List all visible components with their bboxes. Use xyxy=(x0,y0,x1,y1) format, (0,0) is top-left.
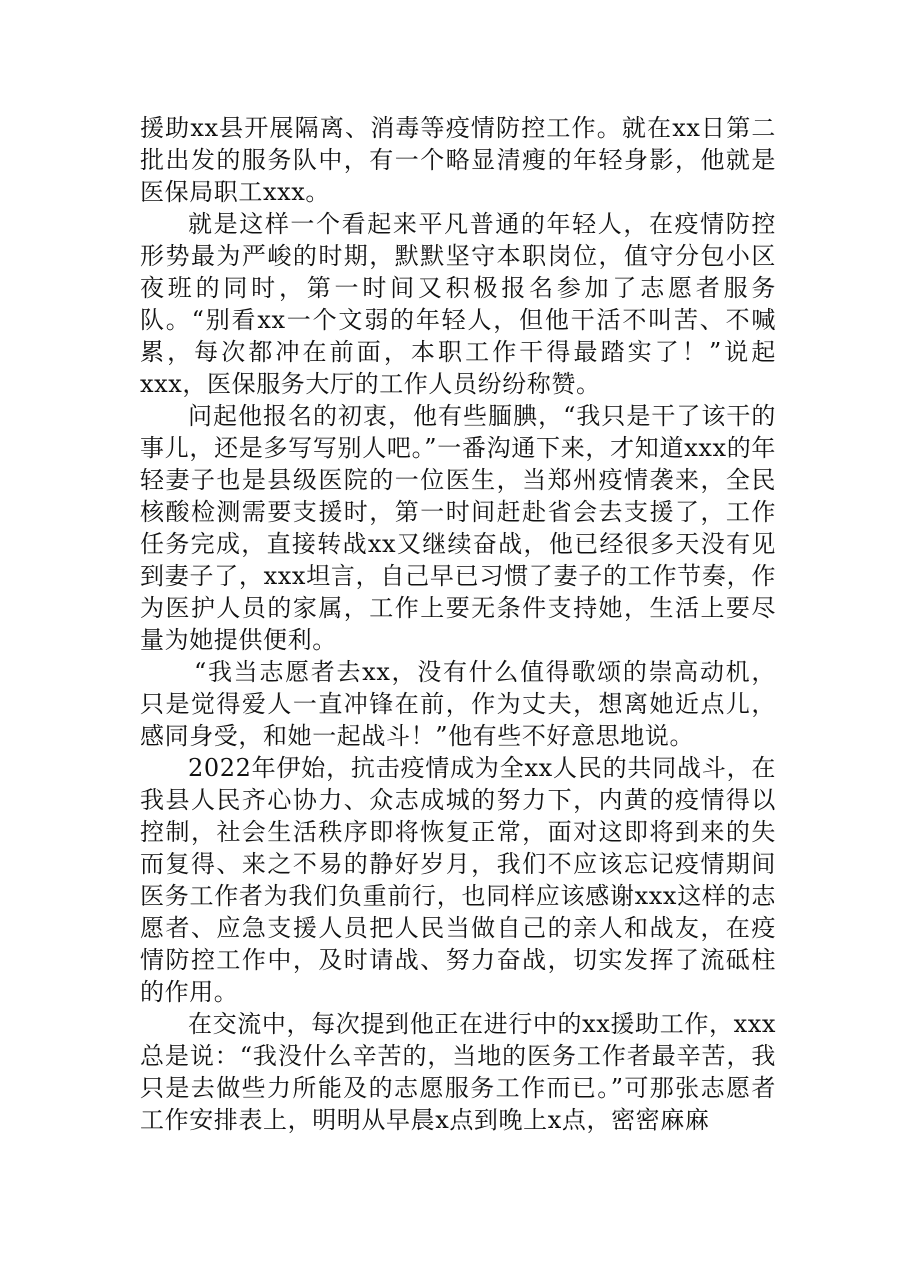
paragraph-1: 援助xx县开展隔离、消毒等疫情防控工作。就在xx日第二批出发的服务队中，有一个略显清瘦的年轻身影，他就是医保局职工xxx。 xyxy=(140,114,776,206)
paragraph-5: 2022年伊始，抗击疫情成为全xx人民的共同战斗，在我县人民齐心协力、众志成城的努力下，内黄的疫情得以控制，社会生活秩序即将恢复正常，面对这即将到来的失而复得、来之不易的静好岁月，我们不应该忘记疫情期间医务工作者为我们负重前行，也同样应该感谢xxx这样的志愿者、应急支援人员把人民当做自己的亲人和战友，在疫情防控工作中，及时请战、努力奋战，切实发挥了流砥柱的作用。 xyxy=(140,754,776,1006)
paragraph-3: 问起他报名的初衷，他有些腼腆，“我只是干了该干的事儿，还是多写写别人吧。”一番沟通下来，才知道xxx的年轻妻子也是县级医院的一位医生，当郑州疫情袭来，全民核酸检测需要支援时，第一时间赶赴省会去支援了，工作任务完成，直接转战xx又继续奋战，他已经很多天没有见到妻子了，xxx坦言，自己早已习惯了妻子的工作节奏，作为医护人员的家属，工作上要无条件支持她，生活上要尽量为她提供便利。 xyxy=(140,402,776,654)
paragraph-4: “我当志愿者去xx，没有什么值得歌颂的崇高动机，只是觉得爱人一直冲锋在前，作为丈夫，想离她近点儿，感同身受，和她一起战斗！”他有些不好意思地说。 xyxy=(140,658,776,750)
paragraph-2: 就是这样一个看起来平凡普通的年轻人，在疫情防控形势最为严峻的时期，默默坚守本职岗位，值守分包小区夜班的同时，第一时间又积极报名参加了志愿者服务队。“别看xx一个文弱的年轻人，但他干活不叫苦、不喊累，每次都冲在前面，本职工作干得最踏实了！”说起xxx，医保服务大厅的工作人员纷纷称赞。 xyxy=(140,210,776,398)
document-body xyxy=(140,112,776,1136)
paragraph-6: 在交流中，每次提到他正在进行中的xx援助工作，xxx总是说：“我没什么辛苦的，当地的医务工作者最辛苦，我只是去做些力所能及的志愿服务工作而已。”可那张志愿者工作安排表上，明明从早晨x点到晚上x点，密密麻麻 xyxy=(140,1010,776,1134)
